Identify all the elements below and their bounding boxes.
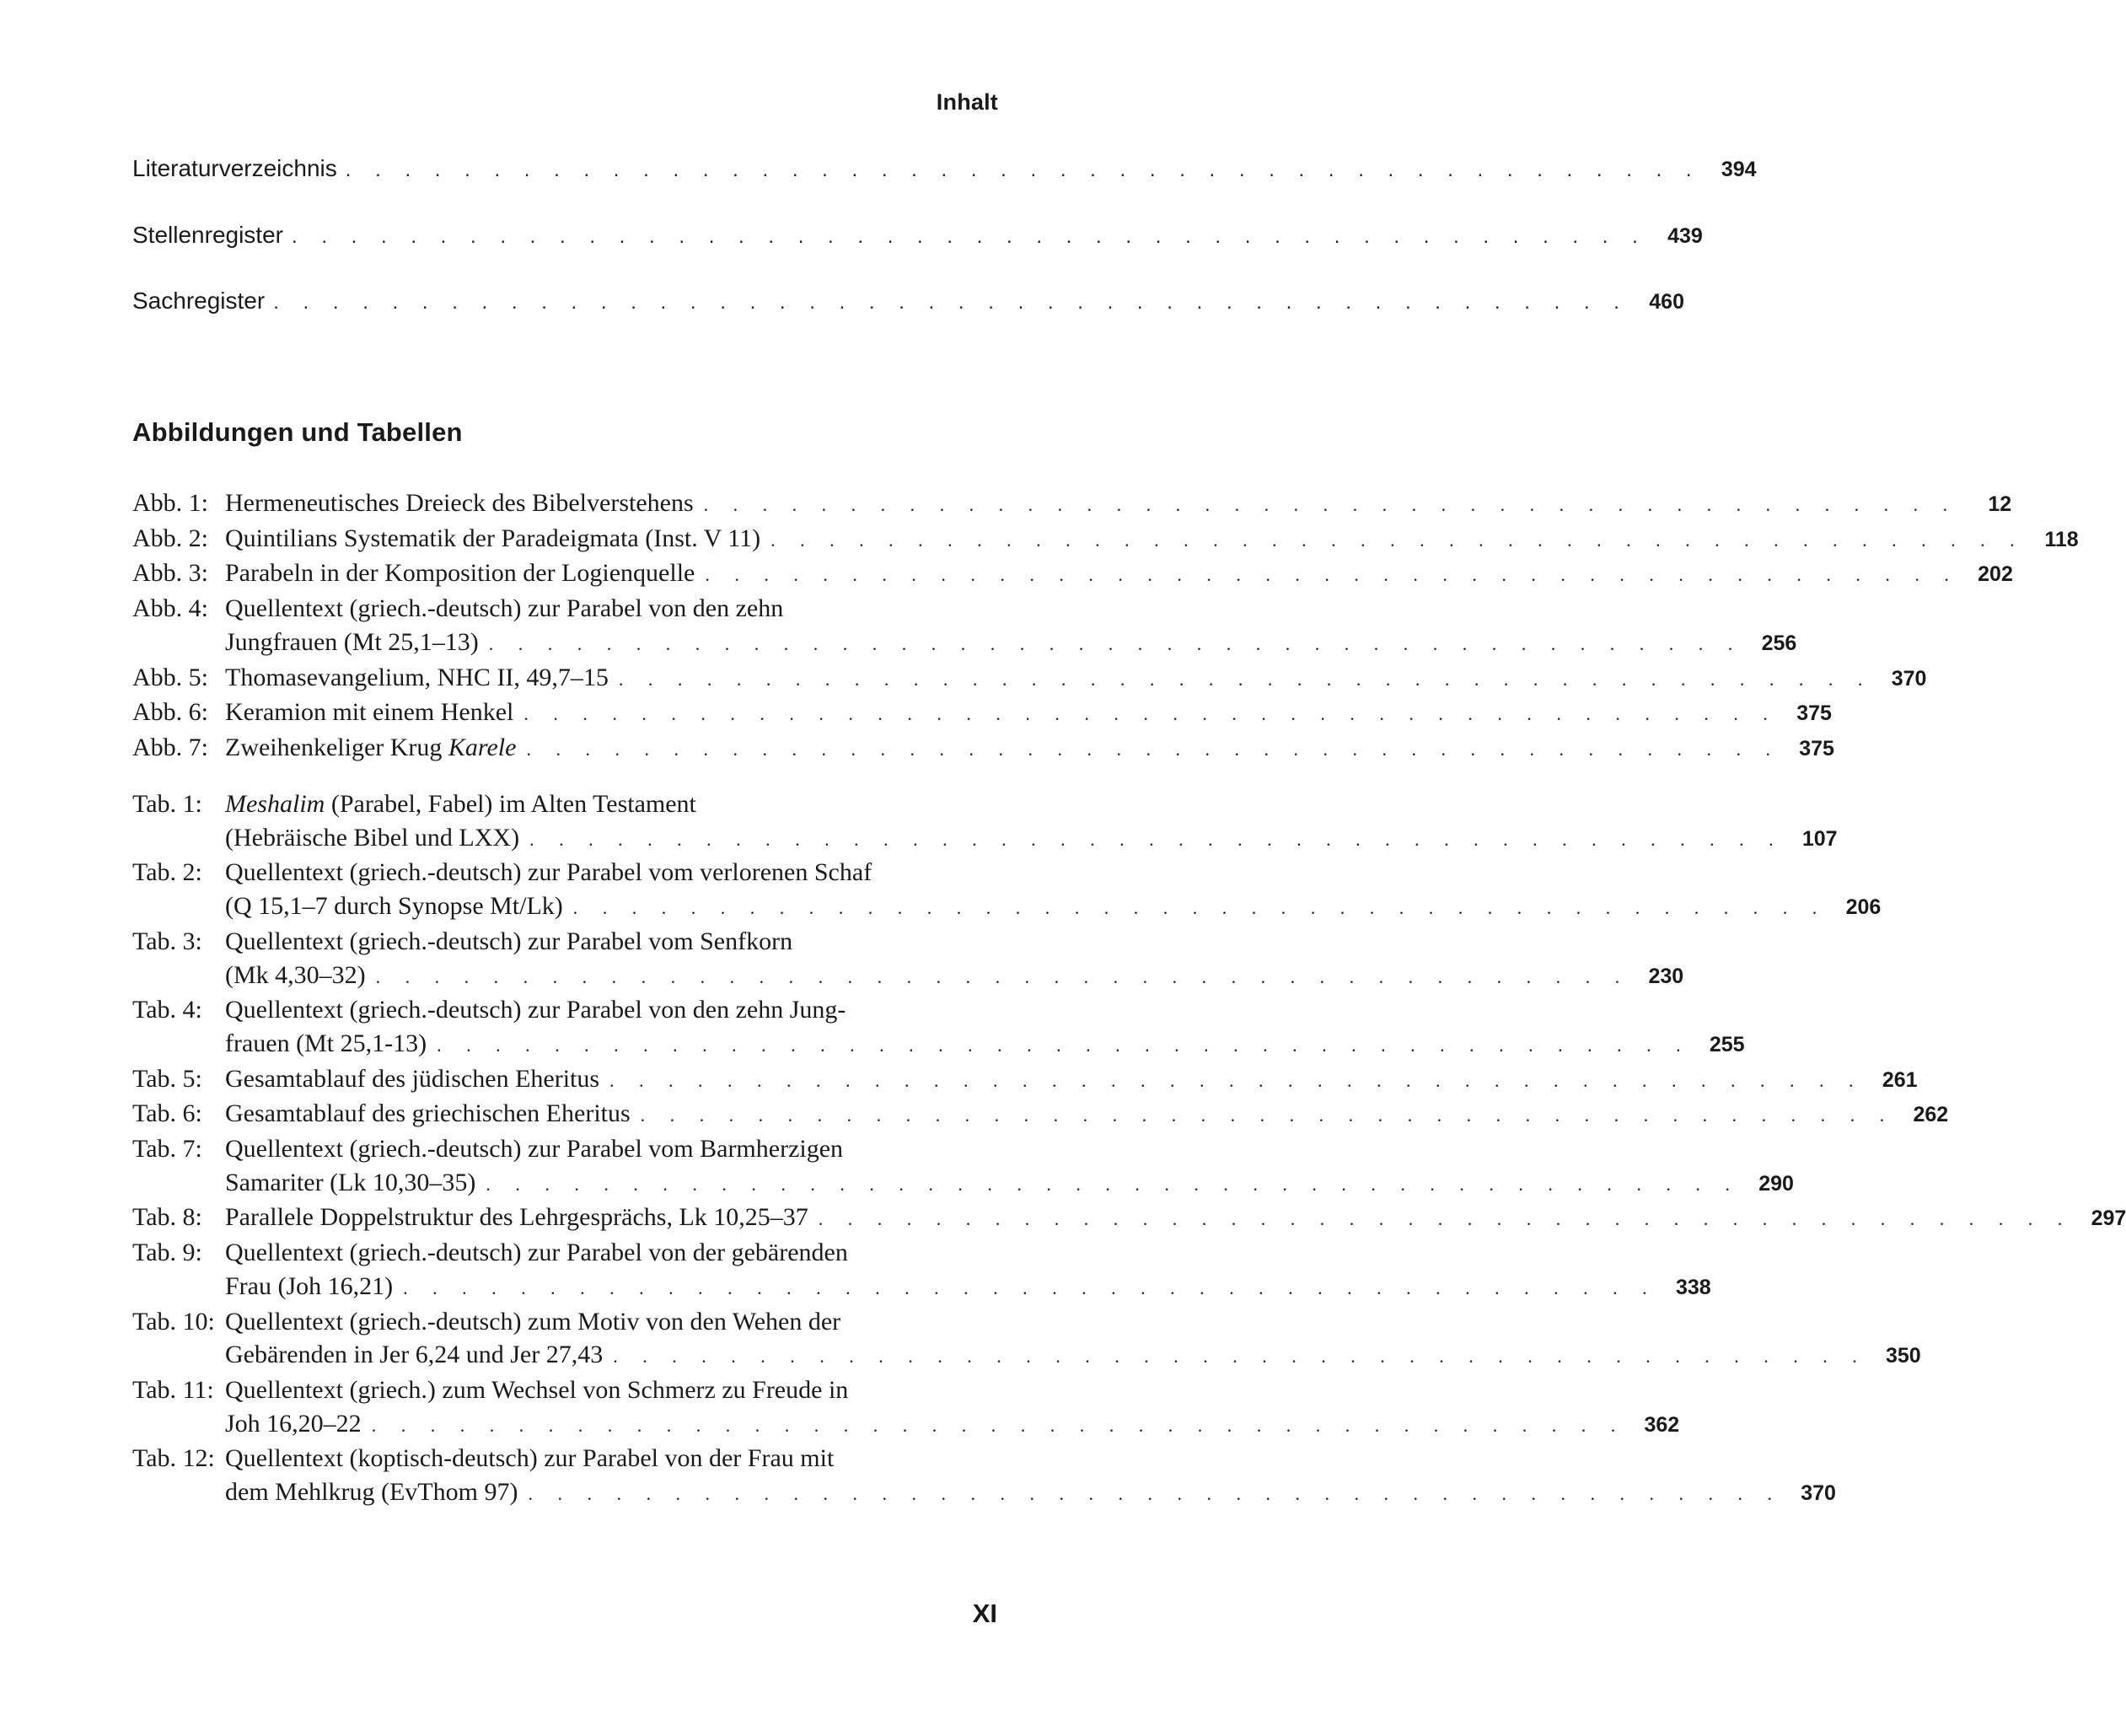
leader-dots: . . . . . . . . . . . . . . . . . . . . . . . . . . . . . . . . . . . . . . . . . . . [640, 1104, 1895, 1126]
entry-line [225, 1475, 1836, 1511]
entry-line [225, 1373, 1002, 1407]
entry-body [225, 1201, 2126, 1236]
entry-label: Abb. 4: [132, 594, 208, 623]
entry-label: Abb. 6: [132, 698, 208, 727]
entry-text: Meshalim (Parabel, Fabel) im Alten Testament [225, 790, 696, 818]
toc-entry-literaturverzeichnis[interactable] [132, 155, 1757, 222]
entry-label: Tab. 3: [132, 927, 202, 955]
entry-line [225, 696, 1832, 731]
entry-line [225, 626, 1797, 661]
entry-page: 375 [1796, 701, 1832, 726]
entry-text: Jungfrauen (Mt 25,1–13) [225, 627, 479, 656]
entry-text: Thomasevangelium, NHC II, 49,7–15 [225, 663, 609, 691]
leader-dots: . . . . . . . . . . . . . . . . . . . . . . . . . . . . . . . . . . . . . . . . . . . . . . [345, 159, 1701, 181]
toc-entry-page: 394 [1721, 158, 1757, 181]
figure-entry[interactable] [132, 696, 1832, 731]
figures-list [132, 486, 2079, 766]
table-entry[interactable] [132, 925, 1684, 993]
entry-label: Tab. 5: [132, 1064, 202, 1093]
entry-page: 362 [1644, 1412, 1680, 1437]
running-head: Inhalt [936, 89, 998, 115]
entry-line [225, 1236, 1002, 1270]
entry-text: Zweihenkeliger Krug Karele [225, 733, 517, 761]
entry-line [225, 959, 1684, 994]
entry-line [225, 1270, 1711, 1305]
entry-line [225, 1338, 1921, 1373]
entry-page: 370 [1801, 1481, 1836, 1506]
leader-dots: . . . . . . . . . . . . . . . . . . . . . . . . . . . . . . . . . . . . . . . . . . . [572, 897, 1828, 919]
entry-page: 107 [1801, 826, 1838, 851]
entry-line [225, 1166, 1794, 1201]
entry-line [225, 821, 1838, 857]
entry-body [225, 522, 2079, 557]
entry-page: 202 [1978, 562, 2013, 587]
register-list [132, 155, 1757, 354]
entry-line [225, 1062, 1918, 1098]
entry-text: Gebärenden in Jer 6,24 und Jer 27,43 [225, 1341, 604, 1369]
entry-body [225, 787, 1838, 856]
entry-body [225, 1097, 1949, 1132]
leader-dots: . . . . . . . . . . . . . . . . . . . . . . . . . . . . . . . . . . . . . . . . . . . [618, 668, 1873, 690]
entry-page: 297 [2091, 1207, 2126, 1231]
entry-line [225, 787, 1002, 821]
entry-line [225, 1201, 2126, 1236]
entry-label: Abb. 2: [132, 524, 208, 552]
table-entry[interactable] [132, 856, 1882, 924]
entry-line [225, 1305, 1002, 1339]
entry-text: frauen (Mt 25,1-13) [225, 1029, 427, 1057]
entry-body [225, 1132, 1794, 1201]
entry-body [225, 592, 1797, 660]
figure-entry[interactable] [132, 486, 2012, 522]
entry-text: (Q 15,1–7 durch Synopse Mt/Lk) [225, 892, 563, 921]
entry-label: Tab. 7: [132, 1135, 202, 1164]
entry-body [225, 1305, 1921, 1373]
entry-body [225, 731, 1834, 766]
entry-text: Quellentext (griech.-deutsch) zur Parabel von der gebärenden [225, 1239, 848, 1267]
entry-line [225, 1027, 1745, 1062]
table-entry[interactable] [132, 1236, 1711, 1304]
entry-page: 338 [1675, 1275, 1711, 1299]
entry-text: Quellentext (griech.-deutsch) zur Parabel vom verlorenen Schaf [225, 858, 872, 887]
toc-entry-title: Literaturverzeichnis [132, 155, 337, 181]
toc-entry-stellenregister[interactable] [132, 221, 1703, 288]
entry-page: 350 [1886, 1344, 1921, 1368]
toc-entry-title: Sachregister [132, 288, 266, 314]
leader-dots: . . . . . . . . . . . . . . . . . . . . . . . . . . . . . . . . . . . . . . . . . . . [437, 1034, 1691, 1056]
entry-body [225, 661, 1927, 696]
entry-body [225, 486, 2012, 522]
entry-line [225, 1097, 1949, 1132]
entry-body [225, 856, 1882, 924]
entry-page: 118 [2044, 527, 2079, 551]
leader-dots: . . . . . . . . . . . . . . . . . . . . . . . . . . . . . . . . . . . . . . . . . . . [529, 828, 1784, 850]
entry-label: Tab. 12: [132, 1444, 215, 1473]
entry-body [225, 556, 2013, 592]
leader-dots: . . . . . . . . . . . . . . . . . . . . . . . . . . . . . . . . . . . . . . . . . . . [703, 494, 1958, 515]
entry-label: Tab. 1: [132, 790, 202, 818]
entry-page: 12 [1988, 492, 2012, 516]
entry-text: Quellentext (griech.-deutsch) zur Parabel vom Senfkorn [225, 927, 793, 955]
entry-text: Keramion mit einem Henkel [225, 698, 514, 727]
entry-page: 290 [1758, 1171, 1794, 1196]
leader-dots: . . . . . . . . . . . . . . . . . . . . . . . . . . . . . . . . . . . . . . . . . . . . . . [273, 291, 1629, 314]
entry-line [225, 556, 2013, 592]
entry-label: Abb. 5: [132, 663, 208, 691]
leader-dots: . . . . . . . . . . . . . . . . . . . . . . . . . . . . . . . . . . . . . . . . . . . [770, 529, 2025, 551]
entry-line [225, 592, 1002, 626]
table-entry[interactable] [132, 1097, 1949, 1132]
toc-entry-sachregister[interactable] [132, 288, 1684, 354]
leader-dots: . . . . . . . . . . . . . . . . . . . . . . . . . . . . . . . . . . . . . . . . . . . [486, 1173, 1740, 1195]
table-entry[interactable] [132, 1132, 1794, 1201]
figure-entry[interactable] [132, 556, 2013, 592]
table-entry[interactable] [132, 1305, 1921, 1373]
entry-text: Quellentext (griech.-deutsch) zur Parabel vom Barmherzigen [225, 1135, 844, 1164]
table-entry[interactable] [132, 1062, 1918, 1098]
leader-dots: . . . . . . . . . . . . . . . . . . . . . . . . . . . . . . . . . . . . . . . . . . . [488, 632, 1743, 654]
entry-text: Quellentext (griech.) zum Wechsel von Schmerz zu Freude in [225, 1375, 849, 1404]
leader-dots: . . . . . . . . . . . . . . . . . . . . . . . . . . . . . . . . . . . . . . . . . . . [705, 564, 1959, 586]
figure-entry[interactable] [132, 592, 1797, 660]
entry-page: 262 [1913, 1103, 1949, 1127]
entry-body [225, 1062, 1918, 1098]
entry-body [225, 1373, 1680, 1442]
entry-body [225, 1236, 1711, 1304]
entry-page: 230 [1648, 964, 1684, 988]
entry-label: Abb. 3: [132, 559, 208, 588]
table-entry[interactable] [132, 1442, 1836, 1510]
entry-text: Quellentext (griech.-deutsch) zur Parabel von den zehn [225, 594, 784, 623]
entry-line [225, 1132, 1002, 1166]
entry-text: Gesamtablauf des griechischen Eheritus [225, 1099, 631, 1128]
table-entry[interactable] [132, 1373, 1680, 1442]
entry-text: (Hebräische Bibel und LXX) [225, 823, 520, 852]
entry-text: Joh 16,20–22 [225, 1409, 362, 1438]
tables-list [132, 787, 2126, 1511]
entry-text: Quintilians Systematik der Paradeigmata (Inst. V 11) [225, 524, 761, 552]
entry-label: Tab. 9: [132, 1239, 202, 1267]
entry-line [225, 661, 1927, 696]
entry-line [225, 522, 2079, 557]
entry-line [225, 925, 1002, 959]
entry-page: 255 [1709, 1032, 1745, 1056]
entry-body [225, 925, 1684, 993]
leader-dots: . . . . . . . . . . . . . . . . . . . . . . . . . . . . . . . . . . . . . . . . . . . . . . [291, 224, 1647, 248]
entry-line [225, 856, 1002, 889]
entry-text: Quellentext (griech.-deutsch) zur Parabel von den zehn Jung- [225, 996, 846, 1024]
entry-body [225, 993, 1745, 1061]
entry-text: Gesamtablauf des jüdischen Eheritus [225, 1064, 600, 1093]
entry-text: (Mk 4,30–32) [225, 960, 366, 989]
leader-dots: . . . . . . . . . . . . . . . . . . . . . . . . . . . . . . . . . . . . . . . . . . . [523, 703, 1778, 725]
entry-text: Hermeneutisches Dreieck des Bibelverstehens [225, 489, 694, 517]
table-entry[interactable] [132, 993, 1745, 1061]
leader-dots: . . . . . . . . . . . . . . . . . . . . . . . . . . . . . . . . . . . . . . . . . . . [613, 1346, 1867, 1368]
entry-label: Abb. 7: [132, 733, 208, 761]
entry-line [225, 1407, 1680, 1443]
entry-page: 206 [1845, 895, 1882, 920]
entry-text: Frau (Joh 16,21) [225, 1271, 394, 1300]
table-entry[interactable] [132, 787, 1838, 856]
entry-page: 370 [1891, 666, 1927, 691]
figure-entry[interactable] [132, 522, 2079, 557]
entry-label: Tab. 2: [132, 858, 202, 887]
entry-line [225, 1442, 1002, 1475]
entry-label: Tab. 8: [132, 1203, 202, 1232]
page-number: XI [972, 1599, 997, 1628]
toc-entry-title: Stellenregister [132, 221, 283, 248]
entry-body [225, 696, 1832, 731]
entry-text: Quellentext (koptisch-deutsch) zur Parabel von der Frau mit [225, 1444, 835, 1473]
leader-dots: . . . . . . . . . . . . . . . . . . . . . . . . . . . . . . . . . . . . . . . . . . . [818, 1208, 2073, 1230]
leader-dots: . . . . . . . . . . . . . . . . . . . . . . . . . . . . . . . . . . . . . . . . . . . [609, 1069, 1864, 1091]
entry-label: Tab. 6: [132, 1099, 202, 1128]
figure-entry[interactable] [132, 661, 1927, 696]
entry-text: Quellentext (griech.-deutsch) zum Motiv von den Wehen der [225, 1307, 841, 1336]
entry-page: 375 [1799, 736, 1834, 761]
entry-page: 261 [1882, 1067, 1918, 1092]
entry-body [225, 1442, 1836, 1510]
leader-dots: . . . . . . . . . . . . . . . . . . . . . . . . . . . . . . . . . . . . . . . . . . . [375, 965, 1630, 987]
entry-label: Tab. 4: [132, 996, 202, 1024]
entry-text: Parallele Doppelstruktur des Lehrgesprächs, Lk 10,25–37 [225, 1203, 808, 1232]
toc-entry-page: 439 [1667, 223, 1703, 248]
leader-dots: . . . . . . . . . . . . . . . . . . . . . . . . . . . . . . . . . . . . . . . . . . . [528, 1483, 1782, 1505]
entry-text: Parabeln in der Komposition der Logienquelle [225, 559, 695, 588]
entry-line [225, 731, 1834, 766]
entry-label: Tab. 11: [132, 1375, 214, 1404]
section-heading: Abbildungen und Tabellen [132, 417, 463, 447]
entry-text: Samariter (Lk 10,30–35) [225, 1168, 476, 1196]
toc-entry-page: 460 [1649, 290, 1684, 314]
figure-entry[interactable] [132, 731, 1834, 766]
entry-line [225, 889, 1882, 925]
table-entry[interactable] [132, 1201, 2126, 1236]
entry-line [225, 486, 2012, 522]
entry-page: 256 [1761, 631, 1797, 655]
leader-dots: . . . . . . . . . . . . . . . . . . . . . . . . . . . . . . . . . . . . . . . . . . . [526, 738, 1780, 760]
leader-dots: . . . . . . . . . . . . . . . . . . . . . . . . . . . . . . . . . . . . . . . . . . . [403, 1276, 1657, 1298]
entry-line [225, 993, 1002, 1027]
entry-label: Tab. 10: [132, 1307, 215, 1336]
leader-dots: . . . . . . . . . . . . . . . . . . . . . . . . . . . . . . . . . . . . . . . . . . . [371, 1414, 1626, 1436]
entry-text: dem Mehlkrug (EvThom 97) [225, 1478, 518, 1507]
entry-label: Abb. 1: [132, 489, 208, 517]
